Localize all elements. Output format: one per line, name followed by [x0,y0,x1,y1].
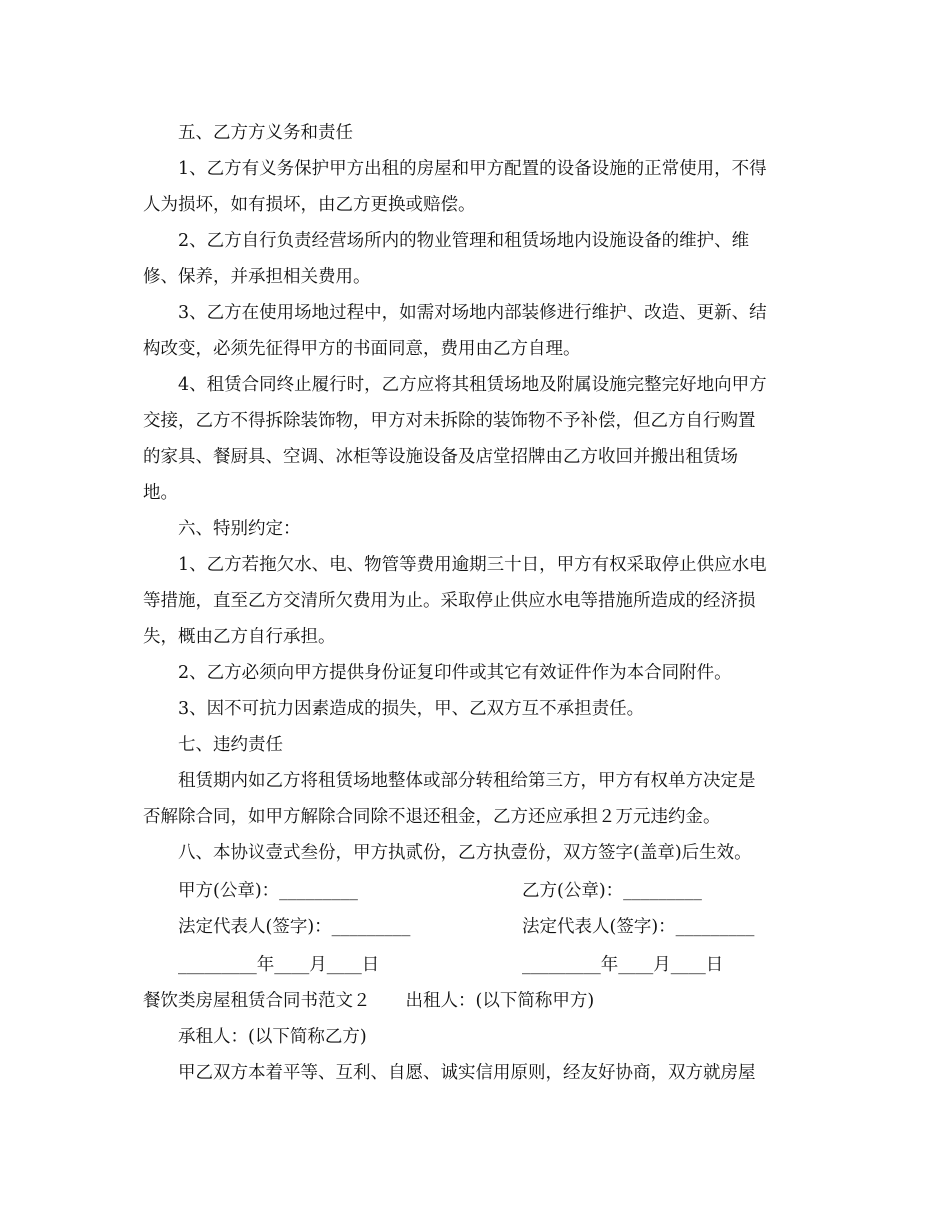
paragraph-line: 3、乙方在使用场地过程中，如需对场地内部装修进行维护、改造、更新、结 [178,303,767,323]
paragraph-line: 租赁期内如乙方将租赁场地整体或部分转租给第三方，甲方有权单方决定是 [178,771,756,791]
paragraph-line: 失，概由乙方自行承担。 [143,627,336,647]
section-5-heading: 五、乙方方义务和责任 [178,123,353,143]
paragraph-line: 2、乙方必须向甲方提供身份证复印件或其它有效证件作为本合同附件。 [178,663,732,683]
party-a-representative: 法定代表人(签字)：_________ [178,917,411,937]
paragraph-line: 1、乙方若拖欠水、电、物管等费用逾期三十日，甲方有权采取停止供应水电 [178,555,767,575]
paragraph-line: 1、乙方有义务保护甲方出租的房屋和甲方配置的设备设施的正常使用，不得 [178,159,767,179]
next-contract-title-line: 餐饮类房屋租赁合同书范文２ 出租人：(以下简称甲方) [143,991,595,1011]
paragraph-line: 修、保养，并承担相关费用。 [143,267,371,287]
party-b-date: _________年____月____日 [522,955,724,975]
paragraph-line: 地。 [143,483,178,503]
paragraph-line: 否解除合同，如甲方解除合同除不退还租金，乙方还应承担２万元违约金。 [143,807,721,827]
party-b-seal: 乙方(公章)：_________ [522,881,702,901]
paragraph-line: 交接，乙方不得拆除装饰物，甲方对未拆除的装饰物不予补偿，但乙方自行购置 [143,411,756,431]
section-8-line: 八、本协议壹式叁份，甲方执贰份，乙方执壹份，双方签字(盖章)后生效。 [178,843,752,863]
section-7-heading: 七、违约责任 [178,735,283,755]
party-a-date: _________年____月____日 [178,955,380,975]
section-6-heading: 六、特别约定： [178,519,301,539]
paragraph-line: 人为损坏，如有损坏，由乙方更换或赔偿。 [143,195,476,215]
paragraph-line: 甲乙双方本着平等、互利、自愿、诚实信用原则，经友好协商，双方就房屋 [178,1063,756,1083]
paragraph-line: 等措施，直至乙方交清所欠费用为止。采取停止供应水电等措施所造成的经济损 [143,591,756,611]
paragraph-line: 2、乙方自行负责经营场所内的物业管理和租赁场地内设施设备的维护、维 [178,231,750,251]
paragraph-line: 4、租赁合同终止履行时，乙方应将其租赁场地及附属设施完整完好地向甲方 [178,375,767,395]
paragraph-line: 3、因不可抗力因素造成的损失，甲、乙双方互不承担责任。 [178,699,645,719]
paragraph-line: 构改变，必须先征得甲方的书面同意，费用由乙方自理。 [143,339,581,359]
party-a-seal: 甲方(公章)：_________ [178,881,358,901]
paragraph-line: 的家具、餐厨具、空调、冰柜等设施设备及店堂招牌由乙方收回并搬出租赁场 [143,447,738,467]
tenant-line: 承租人：(以下简称乙方) [178,1027,367,1047]
party-b-representative: 法定代表人(签字)：_________ [522,917,755,937]
